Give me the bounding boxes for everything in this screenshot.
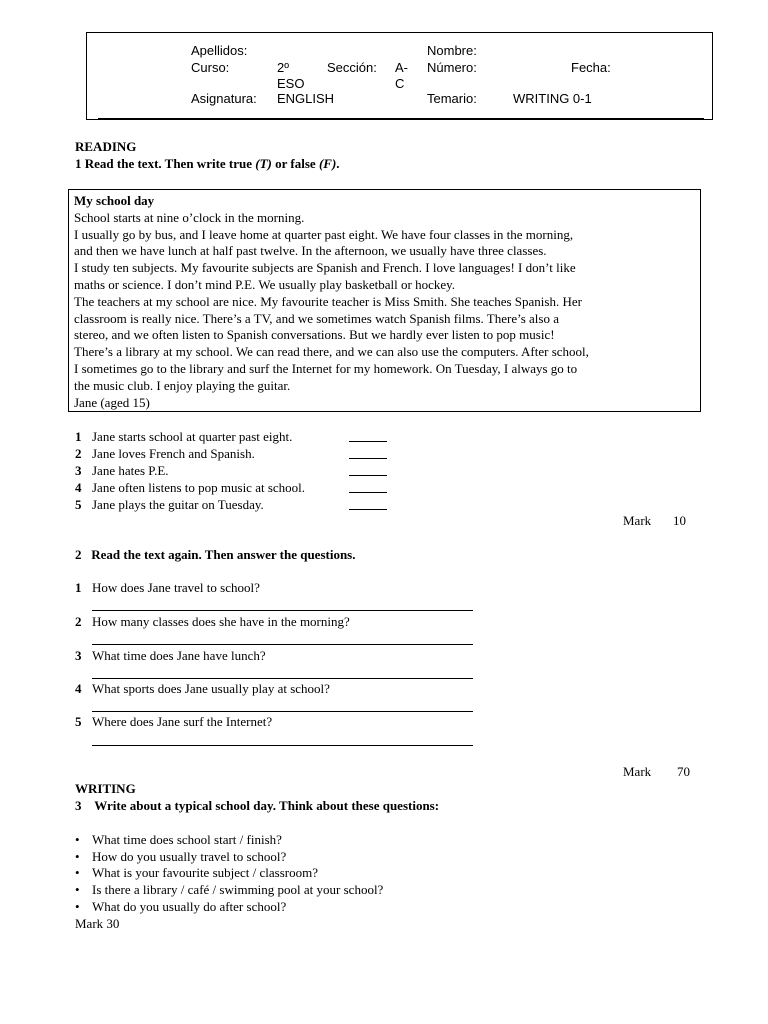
exercise-1-instruction: 1 Read the text. Then write true (T) or false (F).: [75, 156, 340, 171]
answer-blank-3[interactable]: [349, 463, 387, 480]
bullet-icon: •: [75, 882, 80, 897]
seccion-value-2: C: [395, 76, 405, 91]
writing-prompt: How do you usually travel to school?: [92, 849, 287, 864]
curso-label: Curso:: [191, 60, 230, 75]
question-text: How does Jane travel to school?: [92, 580, 260, 595]
mark-3: Mark 30: [75, 916, 120, 931]
writing-prompt: Is there a library / café / swimming pool at your school?: [92, 882, 384, 897]
reading-text-box: [68, 189, 701, 412]
question-number: 5: [75, 714, 82, 729]
mark-1-label: Mark: [623, 513, 652, 528]
answer-line-1[interactable]: [92, 610, 473, 611]
temario-value: WRITING 0-1: [513, 91, 592, 106]
statement-number: 1: [75, 429, 82, 444]
reading-text-line: the music club. I enjoy playing the guitar.: [74, 377, 291, 393]
reading-text-line: There’s a library at my school. We can read there, and we can also use the computers. After school,: [74, 344, 589, 360]
curso-value-2: ESO: [277, 76, 305, 91]
asignatura-value: ENGLISH: [277, 91, 335, 106]
bullet-icon: •: [75, 865, 80, 880]
question-number: 4: [75, 681, 82, 696]
statement-number: 2: [75, 446, 82, 461]
reading-text-line: I study ten subjects. My favourite subjects are Spanish and French. I love languages! I don’t like: [74, 260, 576, 276]
statement-number: 4: [75, 480, 82, 495]
reading-text-line: and then we have lunch at half past twelve. In the afternoon, we usually have three classes.: [74, 243, 547, 259]
question-text: How many classes does she have in the morning?: [92, 614, 350, 629]
reading-text-line: I sometimes go to the library and surf the Internet for my homework. On Tuesday, I always go to: [74, 360, 578, 376]
answer-line-4[interactable]: [92, 711, 473, 712]
reading-text-signature: Jane (aged 15): [74, 394, 150, 410]
seccion-label: Sección:: [327, 60, 377, 75]
reading-text-line: The teachers at my school are nice. My favourite teacher is Miss Smith. She teaches Spanish. Her: [74, 293, 582, 309]
seccion-value-1: A-: [395, 60, 408, 75]
writing-prompt: What is your favourite subject / classroom?: [92, 865, 318, 880]
writing-prompt: What time does school start / finish?: [92, 832, 282, 847]
asignatura-label: Asignatura:: [191, 91, 257, 106]
answer-blank-5[interactable]: [349, 497, 387, 514]
fecha-label: Fecha:: [571, 60, 611, 75]
bullet-icon: •: [75, 849, 80, 864]
header-rule: [98, 118, 704, 119]
reading-text-line: School starts at nine o’clock in the morning.: [74, 209, 305, 225]
answer-line-2[interactable]: [92, 644, 473, 645]
question-text: What sports does Jane usually play at school?: [92, 681, 330, 696]
reading-section-title: READING: [75, 139, 137, 154]
statement-number: 3: [75, 463, 82, 478]
answer-line-3[interactable]: [92, 678, 473, 679]
reading-text-line: maths or science. I don’t mind P.E. We usually play basketball or hockey.: [74, 276, 456, 292]
reading-text-line: stereo, and we often listen to Spanish conversations. But we hardly ever listen to pop music!: [74, 327, 555, 343]
bullet-icon: •: [75, 832, 80, 847]
statement-text: Jane hates P.E.: [92, 463, 169, 478]
question-number: 3: [75, 648, 82, 663]
statement-number: 5: [75, 497, 82, 512]
exercise-3-instruction: 3 Write about a typical school day. Think about these questions:: [75, 798, 440, 813]
statement-text: Jane plays the guitar on Tuesday.: [92, 497, 264, 512]
mark-2-label: Mark: [623, 764, 652, 779]
answer-blank-1[interactable]: [349, 429, 387, 446]
temario-label: Temario:: [427, 91, 477, 106]
question-text: Where does Jane surf the Internet?: [92, 714, 273, 729]
mark-2-value: 70: [677, 764, 690, 779]
statement-text: Jane starts school at quarter past eight.: [92, 429, 293, 444]
writing-prompt: What do you usually do after school?: [92, 899, 287, 914]
reading-text-title: My school day: [74, 193, 155, 208]
apellidos-label: Apellidos:: [191, 43, 248, 58]
statement-text: Jane often listens to pop music at school.: [92, 480, 306, 495]
curso-value-1: 2º: [277, 60, 289, 75]
reading-text-line: I usually go by bus, and I leave home at quarter past eight. We have four classes in the morning,: [74, 226, 574, 242]
exercise-2-instruction: 2 Read the text again. Then answer the questions.: [75, 547, 356, 562]
statement-text: Jane loves French and Spanish.: [92, 446, 255, 461]
answer-line-5[interactable]: [92, 745, 473, 746]
bullet-icon: •: [75, 899, 80, 914]
numero-label: Número:: [427, 60, 477, 75]
question-number: 2: [75, 614, 82, 629]
nombre-label: Nombre:: [427, 43, 477, 58]
answer-blank-4[interactable]: [349, 480, 387, 497]
writing-section-title: WRITING: [75, 781, 136, 796]
answer-blank-2[interactable]: [349, 446, 387, 463]
question-text: What time does Jane have lunch?: [92, 648, 266, 663]
reading-text-line: classroom is really nice. There’s a TV, and we sometimes watch Spanish films. There’s also a: [74, 310, 559, 326]
question-number: 1: [75, 580, 82, 595]
mark-1-value: 10: [673, 513, 686, 528]
